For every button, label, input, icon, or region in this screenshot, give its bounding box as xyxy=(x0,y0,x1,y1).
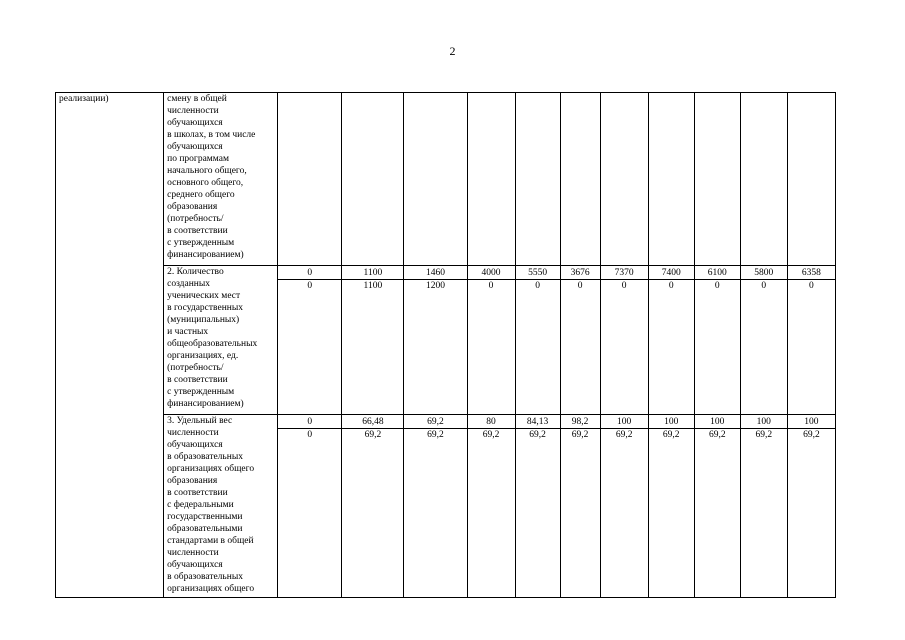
funded-value: 69,2 xyxy=(342,429,404,598)
need-value: 100 xyxy=(600,415,648,429)
indicator-description xyxy=(167,415,274,595)
funded-value: 69,2 xyxy=(648,429,694,598)
description-line: (муниципальных) xyxy=(167,315,240,325)
description-line: финансированием) xyxy=(167,399,244,409)
table-row xyxy=(56,415,836,429)
description-line: начального общего, xyxy=(167,166,247,176)
description-line: численности xyxy=(167,548,219,558)
need-value: 4000 xyxy=(467,266,515,280)
indicators-table xyxy=(55,92,836,598)
need-value: 7370 xyxy=(600,266,648,280)
description-line: образования xyxy=(167,202,218,212)
need-value: 6358 xyxy=(787,266,835,280)
need-value: 98,2 xyxy=(560,415,600,429)
description-line: в образовательных xyxy=(167,572,243,582)
description-line: с утвержденным xyxy=(167,387,235,397)
need-value: 6100 xyxy=(694,266,740,280)
funded-value: 69,2 xyxy=(404,429,467,598)
funded-value: 1200 xyxy=(404,280,467,415)
description-line: смену в общей xyxy=(167,94,227,104)
description-line: 3. Удельный вес xyxy=(167,416,233,426)
funded-value: 0 xyxy=(278,429,342,598)
need-value: 1460 xyxy=(404,266,467,280)
description-line: обучающихся xyxy=(167,118,223,128)
table-row xyxy=(56,266,836,280)
need-value: 69,2 xyxy=(404,415,467,429)
need-value: 3676 xyxy=(560,266,600,280)
description-line: организациях, ед. xyxy=(167,351,239,361)
description-line: по программам xyxy=(167,154,229,164)
description-line: образования xyxy=(167,476,218,486)
value-cell xyxy=(600,93,648,266)
need-value: 100 xyxy=(694,415,740,429)
description-line: организациях общего xyxy=(167,464,255,474)
page-number: 2 xyxy=(449,44,456,58)
description-line: в соответствии xyxy=(167,375,228,385)
funded-value: 69,2 xyxy=(694,429,740,598)
description-line: государственными xyxy=(167,512,243,522)
funded-value: 0 xyxy=(560,280,600,415)
need-value: 100 xyxy=(787,415,835,429)
table-row xyxy=(56,93,836,266)
need-value: 66,48 xyxy=(342,415,404,429)
need-value: 1100 xyxy=(342,266,404,280)
value-cell xyxy=(404,93,467,266)
funded-value: 0 xyxy=(467,280,515,415)
funded-value: 69,2 xyxy=(560,429,600,598)
indicator-description-cell xyxy=(164,415,278,598)
description-line: в государственных xyxy=(167,303,243,313)
need-value: 84,13 xyxy=(515,415,560,429)
description-line: в образовательных xyxy=(167,452,243,462)
value-cell xyxy=(560,93,600,266)
funded-value: 0 xyxy=(515,280,560,415)
description-line: организациях общего xyxy=(167,584,255,594)
first-column-cell xyxy=(56,93,164,598)
need-value: 80 xyxy=(467,415,515,429)
description-line: с федеральными xyxy=(167,500,234,510)
description-line: финансированием) xyxy=(167,250,244,260)
value-cell xyxy=(515,93,560,266)
description-line: в школах, в том числе xyxy=(167,130,256,140)
description-line: обучающихся xyxy=(167,560,223,570)
funded-value: 0 xyxy=(787,280,835,415)
indicator-description xyxy=(167,266,274,410)
need-value: 100 xyxy=(648,415,694,429)
description-line: в соответствии xyxy=(167,226,228,236)
first-column-text: реализации) xyxy=(59,94,109,104)
description-line: численности xyxy=(167,106,219,116)
need-value: 0 xyxy=(278,266,342,280)
description-line: ученических мест xyxy=(167,291,241,301)
description-line: и частных xyxy=(167,327,209,337)
description-line: основного общего, xyxy=(167,178,244,188)
description-line: общеобразовательных xyxy=(167,339,258,349)
value-cell xyxy=(648,93,694,266)
indicator-description-cell xyxy=(164,93,278,266)
value-cell xyxy=(467,93,515,266)
indicator-description-cell xyxy=(164,266,278,415)
description-line: образовательными xyxy=(167,524,243,534)
value-cell xyxy=(787,93,835,266)
funded-value: 69,2 xyxy=(787,429,835,598)
funded-value: 0 xyxy=(600,280,648,415)
funded-value: 69,2 xyxy=(515,429,560,598)
funded-value: 1100 xyxy=(342,280,404,415)
description-line: среднего общего xyxy=(167,190,235,200)
funded-value: 69,2 xyxy=(467,429,515,598)
description-line: с утвержденным xyxy=(167,238,235,248)
need-value: 5800 xyxy=(740,266,787,280)
value-cell xyxy=(740,93,787,266)
description-line: созданных xyxy=(167,279,211,289)
value-cell xyxy=(342,93,404,266)
description-line: (потребность/ xyxy=(167,363,224,373)
funded-value: 69,2 xyxy=(600,429,648,598)
funded-value: 69,2 xyxy=(740,429,787,598)
description-line: стандартами в общей xyxy=(167,536,254,546)
need-value: 0 xyxy=(278,415,342,429)
value-cell xyxy=(694,93,740,266)
funded-value: 0 xyxy=(740,280,787,415)
funded-value: 0 xyxy=(648,280,694,415)
description-line: обучающихся xyxy=(167,142,223,152)
description-line: обучающихся xyxy=(167,440,223,450)
description-line: численности xyxy=(167,428,219,438)
description-line: в соответствии xyxy=(167,488,228,498)
indicator-description xyxy=(167,93,274,261)
value-cell xyxy=(278,93,342,266)
table-body xyxy=(56,93,836,598)
need-value: 100 xyxy=(740,415,787,429)
description-line: 2. Количество xyxy=(167,267,224,277)
funded-value: 0 xyxy=(694,280,740,415)
funded-value: 0 xyxy=(278,280,342,415)
description-line: (потребность/ xyxy=(167,214,224,224)
need-value: 7400 xyxy=(648,266,694,280)
need-value: 5550 xyxy=(515,266,560,280)
